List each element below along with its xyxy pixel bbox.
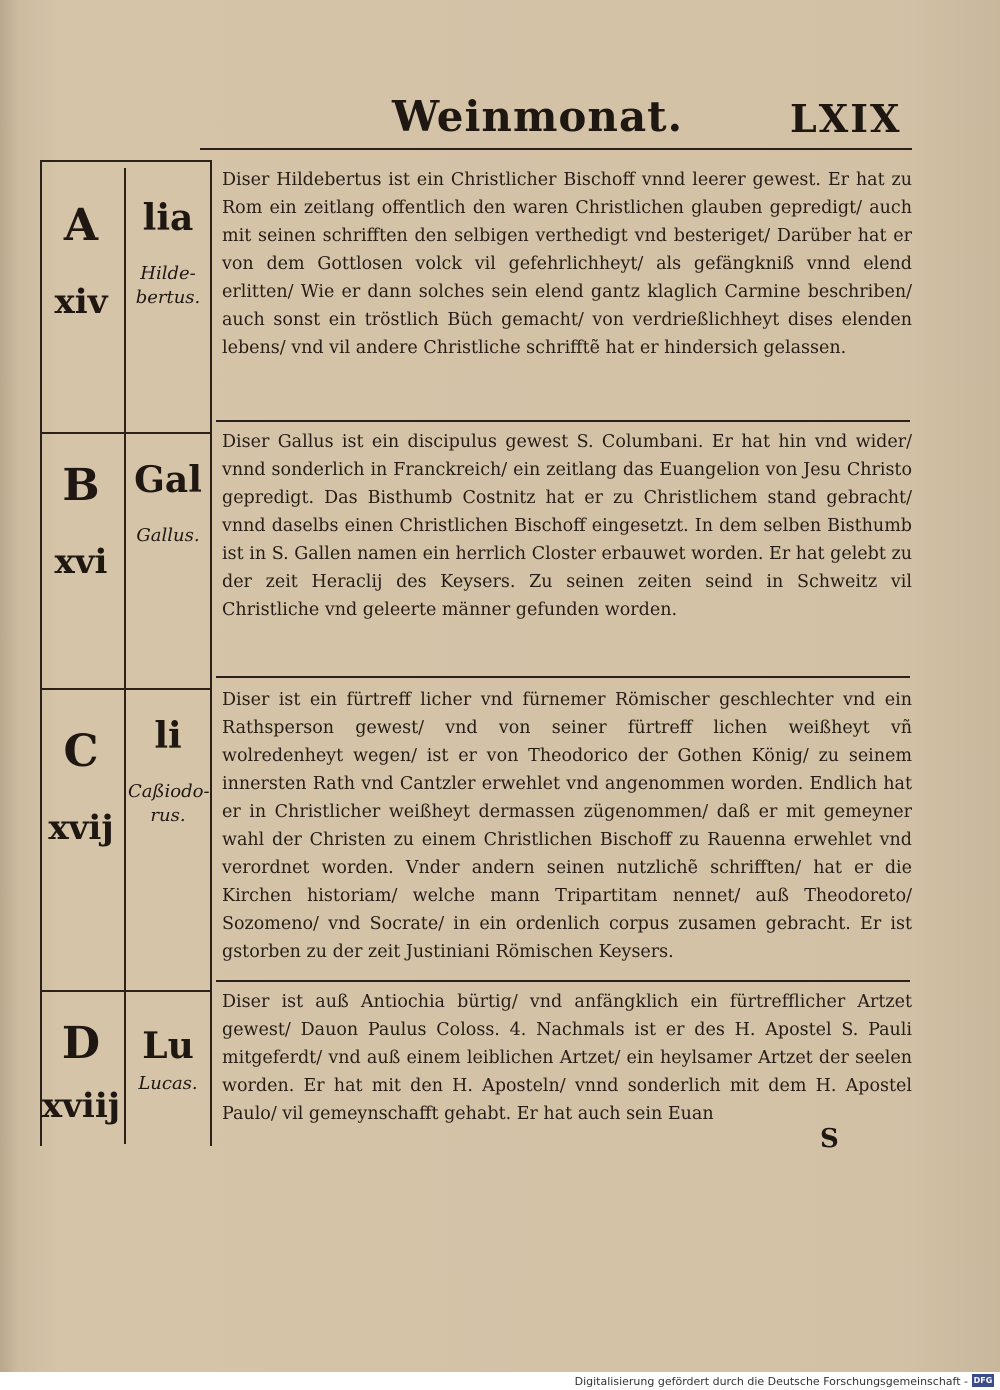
column-rule [124, 168, 126, 1144]
cisiojanus-syllable: Lu [142, 1025, 194, 1067]
day-number: xvij [48, 808, 114, 848]
day-number: xiv [54, 282, 108, 322]
day-number: xvi [54, 542, 108, 582]
saint-column-entry-4 [128, 1024, 208, 1096]
folio-number: LXIX [790, 96, 902, 141]
cisiojanus-syllable: lia [142, 197, 194, 239]
saint-name: Hilde-bertus. [135, 263, 201, 308]
cisiojanus-syllable: Gal [134, 459, 202, 501]
dominical-letter: A [63, 200, 99, 251]
entry-text: Diser ist ein fürtreff licher vnd fürnemer Römischer geschlechter vnd ein Rathsperson gewest/ vnd von seiner fürtreff lichen weißheyt vñ wolredenheyt wegen/ ist er von Theodorico der Gothen König/ zu seinem innersten Rath vnd Cantzler erwehlet vnd angenommen worden. Endlich hat er in Christlicher weißheyt dermassen zügenommen/ daß er mit gemeyner wahl der Christen zu einem Christlichen Bischoff zu Rauenna erwehlet vnd verordnet worden. Vnder andern seinen nutzlichẽ schrifften/ hat er die Kirchen historiam/ welche mann Tripartitam nennet/ auß Theodoreto/ Sozomeno/ vnd Socrate/ in ein ordenlich corpus zusamen gebracht. Er ist gstorben zu der zeit Justiniani Römischen Keysers. [222, 690, 912, 962]
column-rule [210, 160, 212, 1146]
dfg-logo: DFG [973, 1376, 993, 1385]
calendar-column-entry-1 [40, 200, 122, 322]
saint-column-entry-2 [128, 458, 208, 548]
footer-credit: Digitalisierung gefördert durch die Deutsche Forschungsgemeinschaft - [574, 1375, 968, 1388]
saint-name: Caßiodo-rus. [128, 781, 210, 826]
entry-rule [40, 160, 210, 162]
saint-name: Gallus. [136, 525, 200, 546]
entry-rule [216, 676, 910, 678]
page-title: Weinmonat. [392, 92, 684, 141]
header-rule [200, 148, 912, 150]
entry-text: Diser ist auß Antiochia bürtig/ vnd anfängklich ein fürtrefflicher Artzet gewest/ Dauon Paulus Coloss. 4. Nachmals ist er des H. Apostel S. Pauli mitgeferdt/ vnd auß einem leiblichen Artzet/ ein heylsamer Artzet der seelen worden. Er hat mit den H. Aposteln/ vnnd sonderlich mit dem H. Apostel Paulo/ vil gemeynschafft gehabt. Er hat auch sein Euan [222, 992, 912, 1124]
dominical-letter: D [61, 1018, 101, 1069]
entry-rule [216, 980, 910, 982]
saint-column-entry-1 [128, 196, 208, 310]
entry-text: Diser Hildebertus ist ein Christlicher Bischoff vnnd leerer gewest. Er hat zu Rom ein zeitlang offentlich den waren Christlichen glauben gepredigt/ auch mit seinen schrifften den selbigen verthedigt vnd besteriget/ Darüber hat er von dem Gottlosen volck vil gefehrlichheyt/ als gefängkniß vnnd elend erlitten/ Wie er dann solches sein elend gantz klaglich Carmine beschriben/ auch sonst ein tröstlich Büch gemacht/ von verdrießlichheyt dises elenden lebens/ vnd vil andere Christliche schrifftẽ hat er hindersich gelassen. [222, 170, 912, 358]
saint-column-entry-3 [128, 714, 208, 828]
dominical-letter: C [63, 726, 99, 777]
footer-bar [0, 1372, 1000, 1390]
calendar-column-entry-3 [40, 726, 122, 848]
dominical-letter: B [62, 460, 100, 511]
day-number: xviij [41, 1086, 121, 1126]
catchword: S [820, 1124, 839, 1154]
saint-name: Lucas. [138, 1073, 198, 1094]
calendar-column-entry-2 [40, 460, 122, 582]
calendar-column-entry-4 [40, 1018, 122, 1126]
entry-rule [216, 420, 910, 422]
cisiojanus-syllable: li [154, 715, 182, 757]
entry-text: Diser Gallus ist ein discipulus gewest S. Columbani. Er hat hin vnd wider/ vnnd sonderlich in Franckreich/ ein zeitlang das Euangelion von Jesu Christo gepredigt. Das Bisthumb Costnitz hat er zu Christlichem stand gebracht/ vnnd daselbs einen Christlichen Bischoff eingesetzt. In dem selben Bisthumb ist in S. Gallen namen ein herrlich Closter erbauwet worden. Er hat gelebt zu der zeit Heraclij des Keysers. Zu seinen zeiten seind in Schweitz vil Christliche vnd geleerte männer gefunden worden. [222, 432, 912, 620]
